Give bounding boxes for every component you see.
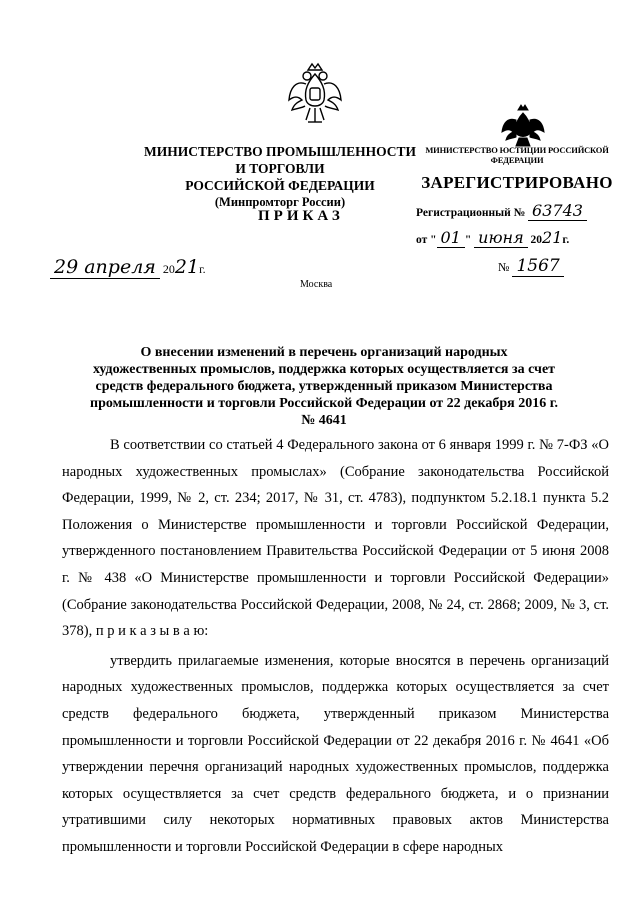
ministry-name-line2: РОССИЙСКОЙ ФЕДЕРАЦИИ — [185, 178, 375, 193]
stamp-date — [404, 228, 630, 247]
coat-of-arms-icon — [286, 60, 344, 130]
registration-stamp — [404, 140, 630, 247]
stamp-registration-number — [404, 201, 630, 220]
stamp-number-value: 63743 — [528, 201, 587, 221]
body-paragraph-2: утвердить прилагаемые изменения, которые вносятся в перечень организаций народных художественных промыслов, поддержка которых осуществляется за счет средств федерального бюджета, утвержденный приказом Министерства промышленности и торговли Российской Федерации от 22 декабря 2016 г. № 4641 «Об утверждении перечня организаций народных художественных промыслов, поддержка которых осуществляется за счет средств федерального бюджета, и о признании утратившими силу некоторых нормативных правовых актов Министерства промышленности и торговли Российской Федерации в сфере народных — [62, 652, 609, 855]
order-date-year-prefix: 20 — [162, 262, 175, 276]
order-city: Москва — [300, 279, 333, 290]
order-number-value: 1567 — [512, 256, 563, 277]
stamp-date-prefix: от " — [416, 234, 437, 246]
stamp-date-suffix: г. — [562, 234, 570, 246]
stamp-status: ЗАРЕГИСТРИРОВАНО — [421, 173, 613, 192]
ministry-name-line1: МИНИСТЕРСТВО ПРОМЫШЛЕННОСТИ И ТОРГОВЛИ — [143, 144, 417, 176]
stamp-date-mid: " — [464, 234, 472, 246]
stamp-date-month: июня — [474, 228, 528, 248]
stamp-agency: МИНИСТЕРСТВО ЮСТИЦИИ РОССИЙСКОЙ ФЕДЕРАЦИИ — [425, 145, 609, 165]
order-number-label: № — [498, 260, 510, 274]
order-subject: О внесении изменений в перечень организаций народных художественных промыслов, поддержка которых осуществляется за счет средств федерального бюджета, утвержденный приказом Министерства промышленности и торговли Российской Федерации от 22 декабря 2016 г. № 4641 — [90, 345, 558, 428]
order-date-day-month: 29 апреля — [50, 256, 160, 279]
stamp-number-label: Регистрационный № — [416, 207, 526, 219]
order-body — [62, 432, 609, 861]
order-date — [50, 256, 206, 278]
stamp-date-year-prefix: 20 — [530, 234, 543, 246]
order-number — [498, 256, 564, 276]
stamp-date-day: 01 — [437, 228, 465, 248]
body-paragraph-1: В соответствии со статьей 4 Федерального закона от 6 января 1999 г. № 7-ФЗ «О народных художественных промыслах» (Собрание законодательства Российской Федерации, 1999, № 2, ст. 234; 2017, № 31, ст. 4783), подпунктом 5.2.18.1 пункта 5.2 Положения о Министерстве промышленности и торговли Российской Федерации, утвержденного постановлением Правительства Российской Федерации от 5 июня 2008 г. № 438 «О Министерстве промышленности и торговли Российской Федерации» (Собрание законодательства Российской Федерации, 2008, № 24, ст. 2868; 2009, № 3, ст. 378), п р и к а з ы в а ю: — [62, 437, 609, 640]
ministry-header — [140, 143, 420, 211]
order-title: ПРИКАЗ — [258, 208, 344, 224]
ministry-short-name: (Минпромторг России) — [214, 195, 346, 209]
order-date-suffix: г. — [199, 262, 206, 276]
order-date-year: 21 — [174, 256, 200, 278]
stamp-date-year: 21 — [542, 228, 563, 247]
